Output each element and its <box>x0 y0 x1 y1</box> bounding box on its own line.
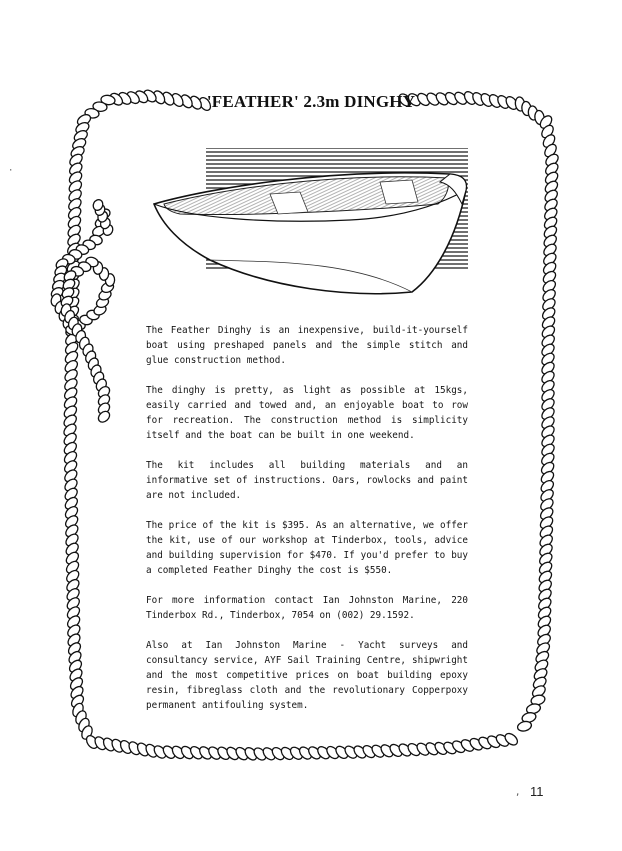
paragraph: The Feather Dinghy is an inexpensive, build-it-yourself boat using preshaped panels and the simple stitch and glue construction method. <box>146 325 468 366</box>
scan-speck: , <box>515 788 521 798</box>
paragraph: The dinghy is pretty, as light as possible at 15kgs, easily carried and towed and, an enjoyable boat to row for recreation. The construction method is simplicity itself and the boat can be built in one weekend. <box>146 385 468 441</box>
scan-speck: · <box>8 166 14 176</box>
article-body <box>146 323 468 713</box>
paragraph: The kit includes all building materials and an informative set of instructions. Oars, rowlocks and paint are not included. <box>146 460 468 501</box>
paragraph: For more information contact Ian Johnston Marine, 220 Tinderbox Rd., Tinderbox, 7054 on (002) 29.1592. <box>146 595 468 621</box>
page-number: 11 <box>530 784 544 799</box>
dinghy-illustration-icon <box>150 142 480 302</box>
paragraph: Also at Ian Johnston Marine - Yacht surveys and consultancy service, AYF Sail Training Centre, shipwright and the most competitive prices on boat building epoxy resin, fibreglass cloth and the revolutionary Copperpoxy permanent antifouling system. <box>146 640 468 711</box>
paragraph: The price of the kit is $395. As an alternative, we offer the kit, use of our workshop at Tinderbox, tools, advice and building supervision for $470. If you'd prefer to buy a completed Feather Dinghy the cost is $550. <box>146 520 468 576</box>
page-title: 'FEATHER' 2.3m DINGHY <box>206 92 416 111</box>
